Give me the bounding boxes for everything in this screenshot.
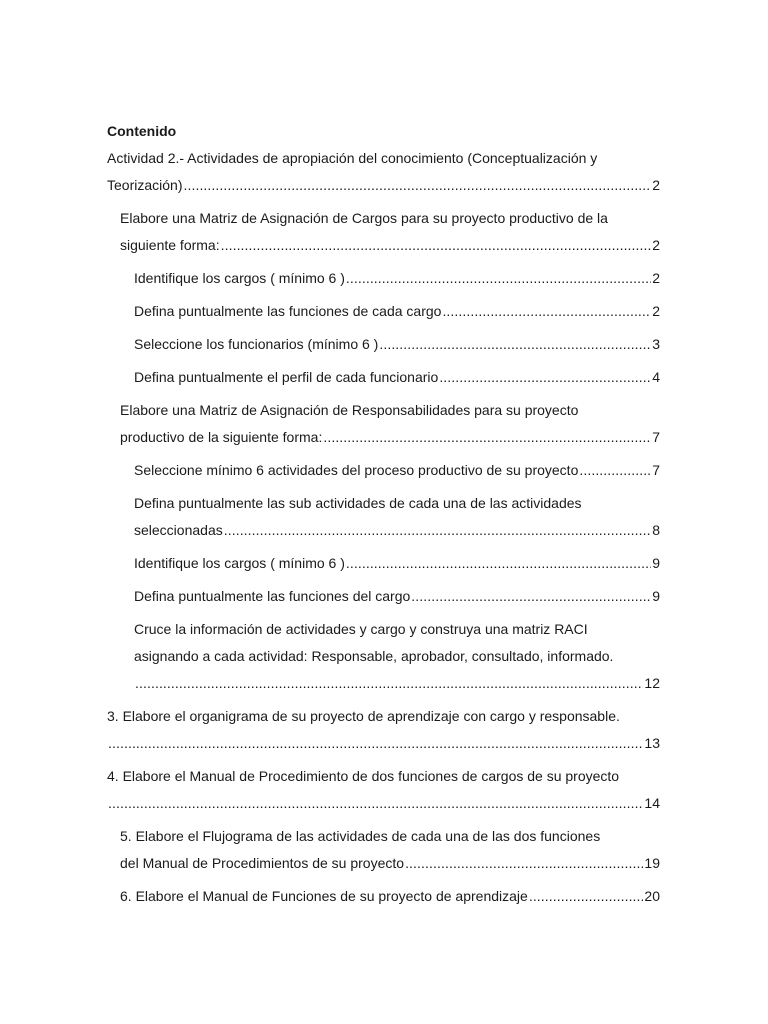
- toc-entry-text: productivo de la siguiente forma:: [120, 429, 323, 445]
- dot-leader: [411, 583, 651, 610]
- toc-entry-line: 3. Elabore el organigrama de su proyecto de aprendizaje con cargo y responsable.: [107, 708, 620, 724]
- toc-entry-text: Identifique los cargos ( mínimo 6 ): [134, 270, 345, 286]
- toc-title: Contenido: [107, 123, 177, 139]
- toc-page-number: 2: [652, 237, 660, 253]
- toc-entry-line: Actividad 2.- Actividades de apropiación del conocimiento (Conceptualización y: [107, 150, 598, 166]
- dot-leader: [346, 550, 651, 577]
- dot-leader: [108, 790, 643, 817]
- dot-leader: [439, 364, 651, 391]
- dot-leader: [346, 265, 651, 292]
- toc-page-number: 2: [652, 270, 660, 286]
- toc-entry-leader-line: [134, 298, 660, 325]
- toc-entry-text: Identifique los cargos ( mínimo 6 ): [134, 555, 345, 571]
- toc-entry[interactable]: [134, 298, 660, 325]
- toc-page-number: 13: [644, 735, 660, 751]
- toc-entry-leader-line: [134, 517, 660, 544]
- toc-page-number: 4: [652, 369, 660, 385]
- toc-entries: [107, 145, 660, 910]
- toc-entry[interactable]: [134, 364, 660, 391]
- toc-entry-leader-line: [134, 265, 660, 292]
- toc-entry-text: siguiente forma:: [120, 237, 220, 253]
- toc-entry-leader-line: [107, 790, 660, 817]
- toc-entry-text: Defina puntualmente las funciones de cada cargo: [134, 303, 442, 319]
- toc-entry-text: Teorización): [107, 177, 183, 193]
- toc-entry[interactable]: [134, 457, 660, 484]
- table-of-contents: [107, 120, 660, 916]
- toc-entry-text: del Manual de Procedimientos de su proyecto: [120, 855, 405, 871]
- toc-entry-text: Defina puntualmente el perfil de cada funcionario: [134, 369, 439, 385]
- dot-leader: [405, 850, 643, 877]
- dot-leader: [529, 883, 644, 910]
- toc-page-number: 7: [652, 429, 660, 445]
- toc-entry-leader-line: [120, 424, 660, 451]
- toc-entry[interactable]: [134, 616, 660, 697]
- toc-entry-line: Elabore una Matriz de Asignación de Responsabilidades para su proyecto: [120, 402, 579, 418]
- dot-leader: [221, 232, 652, 259]
- toc-entry-line: Defina puntualmente las sub actividades de cada una de las actividades: [134, 495, 582, 511]
- toc-entry-leader-line: [134, 583, 660, 610]
- toc-page-number: 2: [652, 303, 660, 319]
- toc-entry[interactable]: [120, 397, 660, 451]
- dot-leader: [323, 424, 651, 451]
- toc-entry-text: 6. Elabore el Manual de Funciones de su proyecto de aprendizaje: [120, 888, 528, 904]
- dot-leader: [135, 670, 643, 697]
- toc-entry[interactable]: [134, 490, 660, 544]
- dot-leader: [442, 298, 651, 325]
- dot-leader: [579, 457, 651, 484]
- toc-page-number: 9: [652, 555, 660, 571]
- toc-entry-leader-line: [134, 670, 660, 697]
- toc-entry-leader-line: [134, 364, 660, 391]
- toc-entry[interactable]: [120, 205, 660, 259]
- toc-entry[interactable]: [120, 883, 660, 910]
- toc-entry-leader-line: [134, 550, 660, 577]
- toc-entry[interactable]: [107, 145, 660, 199]
- toc-entry-text: Seleccione mínimo 6 actividades del proceso productivo de su proyecto: [134, 462, 579, 478]
- toc-entry[interactable]: [107, 703, 660, 757]
- toc-entry-text: Defina puntualmente las funciones del cargo: [134, 588, 411, 604]
- toc-page-number: 20: [644, 888, 660, 904]
- dot-leader: [108, 730, 643, 757]
- toc-entry-leader-line: [107, 172, 660, 199]
- toc-entry-text: Seleccione los funcionarios (mínimo 6 ): [134, 336, 379, 352]
- toc-entry[interactable]: [134, 265, 660, 292]
- toc-entry-leader-line: [134, 331, 660, 358]
- toc-entry-leader-line: [120, 850, 660, 877]
- toc-entry[interactable]: [134, 583, 660, 610]
- toc-entry[interactable]: [134, 331, 660, 358]
- toc-page-number: 8: [652, 522, 660, 538]
- toc-entry-line: 5. Elabore el Flujograma de las actividades de cada una de las dos funciones: [120, 828, 601, 844]
- toc-page-number: 3: [652, 336, 660, 352]
- toc-entry-leader-line: [120, 232, 660, 259]
- toc-page-number: 7: [652, 462, 660, 478]
- toc-page-number: 19: [644, 855, 660, 871]
- toc-entry-text: seleccionadas: [134, 522, 223, 538]
- dot-leader: [183, 172, 651, 199]
- toc-entry-leader-line: [120, 883, 660, 910]
- dot-leader: [379, 331, 651, 358]
- toc-page-number: 12: [644, 675, 660, 691]
- toc-page-number: 9: [652, 588, 660, 604]
- toc-entry-line: asignando a cada actividad: Responsable, aprobador, consultado, informado.: [134, 648, 614, 664]
- toc-entry-line: 4. Elabore el Manual de Procedimiento de dos funciones de cargos de su proyecto: [107, 768, 620, 784]
- toc-entry-line: Cruce la información de actividades y cargo y construya una matriz RACI: [134, 621, 588, 637]
- toc-page-number: 2: [652, 177, 660, 193]
- toc-page-number: 14: [644, 795, 660, 811]
- toc-entry[interactable]: [134, 550, 660, 577]
- toc-entry-line: Elabore una Matriz de Asignación de Cargos para su proyecto productivo de la: [120, 210, 608, 226]
- toc-entry[interactable]: [107, 763, 660, 817]
- dot-leader: [224, 517, 651, 544]
- toc-entry[interactable]: [120, 823, 660, 877]
- toc-entry-leader-line: [107, 730, 660, 757]
- toc-entry-leader-line: [134, 457, 660, 484]
